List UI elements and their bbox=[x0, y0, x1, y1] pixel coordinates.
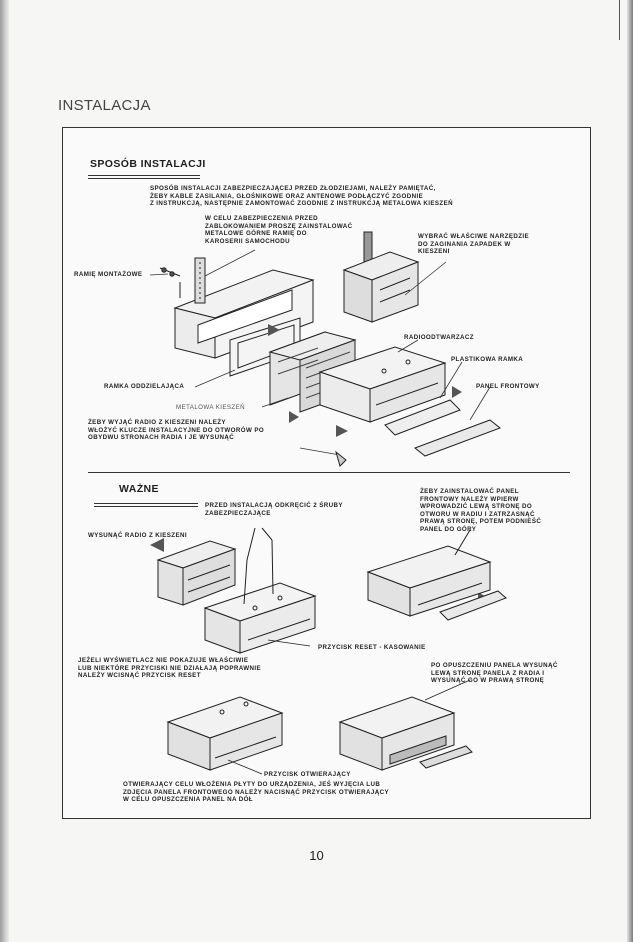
label-tool: WYBRAĆ WŁAŚCIWE NARZĘDZIE DO ZAGINANIA ZAPADEK W KIESZENI bbox=[418, 233, 530, 256]
label-screws: PRZED INSTALACJĄ ODKRĘCIĆ 2 ŚRUBY ZABEZPIECZAJĄCE bbox=[205, 502, 343, 517]
label-panel-lower: PO OPUSZCZENIU PANELA WYSUNĄĆ LEWĄ STRONĘ PANELA Z RADIA I WYSUNĄĆ GO W PRAWĄ STRONĘ bbox=[431, 662, 558, 685]
label-radio: RADIOODTWARZACZ bbox=[404, 334, 474, 341]
removal-key bbox=[336, 452, 346, 466]
panel-install-illustration bbox=[368, 530, 506, 620]
installation-intro-text: SPOSÓB INSTALACJI ZABEZPIECZAJĄCEJ PRZED ZŁODZIEJAMI, NALEŻY PAMIĘTAĆ, ŻEBY KABLE ZASILANIA, GŁOŚNIKOWE ORAZ ANTENOWE PODŁĄCZYĆ ZGODNIE Z INSTRUKCJĄ, NASTĘPNIE ZAMONTOWAĆ ZGODNIE Z INSTRUKCJĄ METALOWA KIESZEŃ bbox=[150, 185, 453, 208]
label-open-purpose: OTWIERAJĄCY CELU WŁOŻENIA PŁYTY DO URZĄDZENIA, JEŚ WYJĘCIA LUB ZDJĘCIA PANELA FRONTOWEGO NALEŻY NACISNĄĆ PRZYCISK OTWIERAJĄCY W CELU OPUSZCZENIA PANEL NA DÓŁ bbox=[123, 781, 390, 804]
panel-lower-illustration bbox=[340, 680, 472, 770]
label-metal-pocket: METALOWA KIESZEŃ bbox=[176, 404, 245, 411]
radio-slide-out bbox=[158, 528, 315, 653]
label-reset-button: PRZYCISK RESET - KASOWANIE bbox=[318, 644, 426, 651]
label-lock-frame: W CELU ZABEZPIECZENIA PRZED ZABLOKOWANIEM PROSZĘ ZAINSTALOWAĆ METALOWE GÓRNE RAMIĘ DO KAROSERII SAMOCHODU bbox=[205, 215, 353, 245]
label-slide-out: WYSUNĄĆ RADIO Z KIESZENI bbox=[88, 532, 187, 539]
front-panel bbox=[415, 420, 500, 456]
section-heading-important: WAŻNE bbox=[119, 483, 159, 495]
label-mount-arm: RAMIĘ MONTAŻOWE bbox=[74, 271, 143, 278]
page-number: 10 bbox=[309, 848, 324, 863]
section-heading-installation: SPOSÓB INSTALACJI bbox=[90, 158, 206, 170]
label-open-button: PRZYCISK OTWIERAJĄCY bbox=[264, 771, 351, 778]
reset-radio-illustration bbox=[168, 697, 282, 774]
label-front-panel: PANEL FRONTOWY bbox=[476, 383, 540, 390]
page-title: INSTALACJA bbox=[58, 97, 151, 114]
label-separator-frame: RAMKA ODDZIELAJĄCA bbox=[104, 383, 185, 390]
label-panel-install: ŻEBY ZAINSTALOWAĆ PANEL FRONTOWY NALEŻY WPIERW WPROWADZIĆ LEWĄ STRONĘ DO OTWORU W RADIU I ZATRZASNĄĆ PRAWĄ STRONĘ, POTEM PODNIEŚĆ PANEL DO GÓRY bbox=[420, 488, 542, 533]
mounting-arm bbox=[160, 258, 205, 303]
label-removal: ŻEBY WYJĄĆ RADIO Z KIESZENI NALEŻY WŁOŻYĆ KLUCZE INSTALACYJNE DO OTWORÓW PO OBYDWU STRONACH RADIA I JE WYSUNĄĆ bbox=[88, 419, 265, 442]
label-display-issue: JEŻELI WYŚWIETLACZ NIE POKAZUJE WŁAŚCIWIE LUB NIEKTÓRE PRZYCISKI NIE DZIAŁAJĄ POPRAWNIE NALEŻY WCISNĄĆ PRZYCISK RESET bbox=[78, 657, 262, 680]
bending-tool bbox=[344, 232, 418, 322]
label-plastic-frame: PLASTIKOWA RAMKA bbox=[451, 356, 524, 363]
